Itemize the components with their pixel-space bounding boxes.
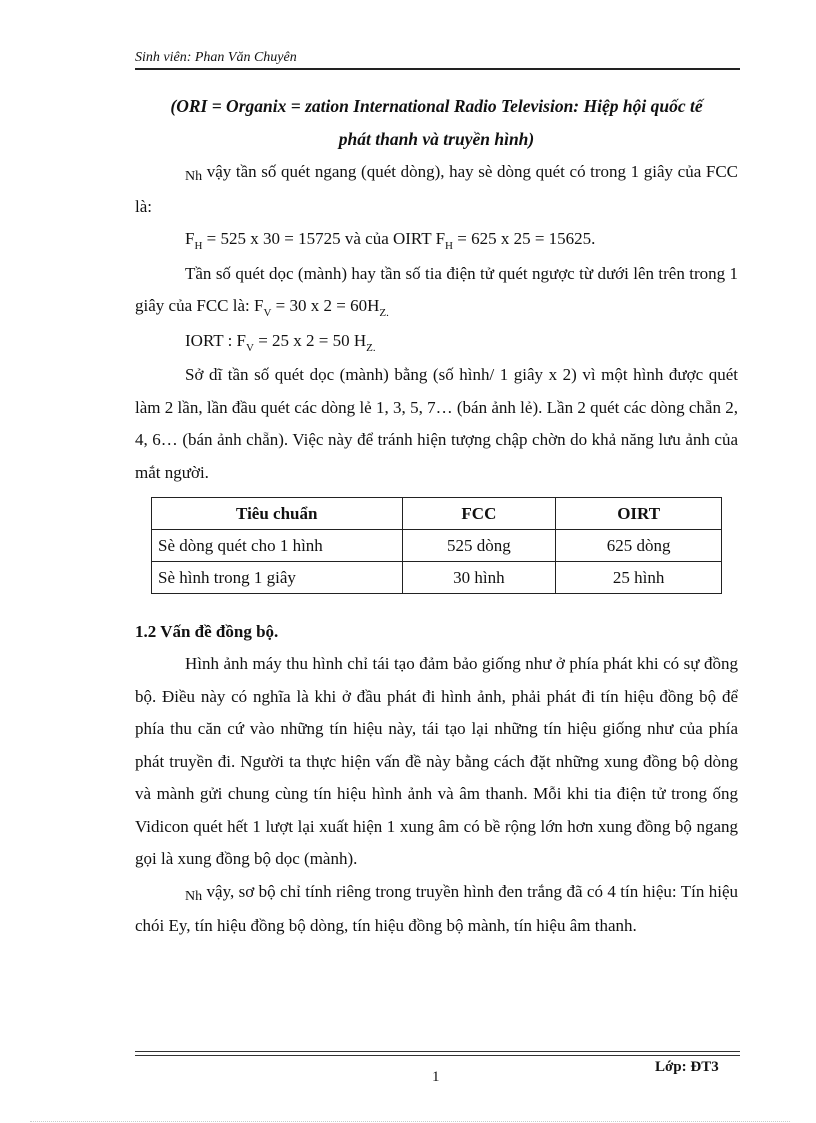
formula-text: = 625 x 25 = 15625. <box>452 229 596 248</box>
footer-class: Lớp: ĐT3 <box>655 1059 719 1075</box>
footer-rule <box>135 1055 740 1056</box>
table-cell: 625 dòng <box>556 530 722 562</box>
formula-subscript: H <box>445 240 453 252</box>
nh-fragment: Nh <box>185 169 203 184</box>
paragraph-interlace: Sở dĩ tần số quét dọc (mành) bằng (số hình/ 1 giây x 2) vì một hình được quét làm 2 lần, lần đầu quét các dòng lẻ 1, 3, 5, 7… (bán ảnh lẻ). Lần 2 quét các dòng chẵn 2, 4, 6… (bán ảnh chẵn). Việc này để tránh hiện tượng chập chờn do khả năng lưu ảnh của mắt người. <box>135 365 738 482</box>
formula-text: = 525 x 30 = 15725 và của OIRT F <box>202 229 446 248</box>
table-cell: 525 dòng <box>402 530 556 562</box>
formula-subscript: Z. <box>366 341 376 354</box>
standards-table <box>151 497 722 594</box>
formula-text: = 30 x 2 = 60H <box>271 296 380 315</box>
formula-iort <box>135 325 738 360</box>
page-body <box>135 90 738 943</box>
formula-text: IORT : F <box>185 330 247 350</box>
section-heading: 1.2 Vấn đề đồng bộ. <box>135 622 279 641</box>
table-cell: 30 hình <box>402 562 556 594</box>
paragraph-horizontal-frequency <box>135 156 738 223</box>
paragraph-sync: Hình ảnh máy thu hình chỉ tái tạo đảm bảo giống như ở phía phát khi có sự đồng bộ. Điều này có nghĩa là khi ở đầu phát đi hình ảnh, phải phát đi tín hiệu đồng bộ để phía thu căn cứ vào những tín hiệu này, tái tạo lại những tín hiệu giống như của phía phát truyền đi. Người ta thực hiện vấn đề này bằng cách đặt những xung đồng bộ dòng và mành gửi chung cùng tín hiệu hình ảnh và âm thanh. Mỗi khi tia điện tử trong ống Vidicon quét hết 1 lượt lại xuất hiện 1 xung âm có bề rộng lớn hơn xung đồng bộ ngang gọi là xung đồng bộ dọc (mành). <box>135 654 738 868</box>
table-header-cell: FCC <box>402 498 556 530</box>
footer-rule <box>135 1051 740 1052</box>
formula-subscript: H <box>194 240 203 252</box>
table-header-row <box>152 498 722 530</box>
note-line-1: (ORI = Organix = zation International Radio Television: Hiệp hội quốc tế <box>170 96 703 116</box>
nh-fragment: Nh <box>185 888 203 904</box>
formula-subscript: Z. <box>379 307 389 319</box>
table-cell: 25 hình <box>556 562 722 594</box>
table-cell: Sè dòng quét cho 1 hình <box>152 530 403 562</box>
formula-symbol: F <box>185 229 195 248</box>
paragraph-summary <box>135 876 738 943</box>
header-rule <box>135 68 740 70</box>
formula-subscript: V <box>263 307 272 319</box>
table-header-cell: OIRT <box>556 498 722 530</box>
page-number: 1 <box>432 1069 440 1085</box>
paragraph-vertical-frequency <box>135 258 738 325</box>
formula-fh <box>135 223 738 258</box>
table-row <box>152 530 722 562</box>
table-cell: Sè hình trong 1 giây <box>152 562 403 594</box>
header-student: Sinh viên: Phan Văn Chuyên <box>135 50 297 65</box>
table-header-cell: Tiêu chuẩn <box>152 498 403 530</box>
paragraph-text: vậy, sơ bộ chỉ tính riêng trong truyền hình đen trắng đã có 4 tín hiệu: Tín hiệu chói Ey, tín hiệu đồng bộ dòng, tín hiệu đồng bộ mành, tín hiệu âm thanh. <box>135 881 738 935</box>
table-row <box>152 562 722 594</box>
paragraph-text: vậy tần số quét ngang (quét dòng), hay sè dòng quét có trong 1 giây của FCC là: <box>135 162 738 216</box>
note-line-2: phát thanh và truyền hình) <box>338 129 535 149</box>
formula-subscript: V <box>246 341 254 354</box>
page-edge <box>30 1121 790 1122</box>
formula-text: = 25 x 2 = 50 H <box>253 330 367 350</box>
paragraph-text: Tần số quét dọc (mành) hay tần số tia điện tử quét ngược từ dưới lên trên trong 1 giây của FCC là: F <box>135 263 738 315</box>
